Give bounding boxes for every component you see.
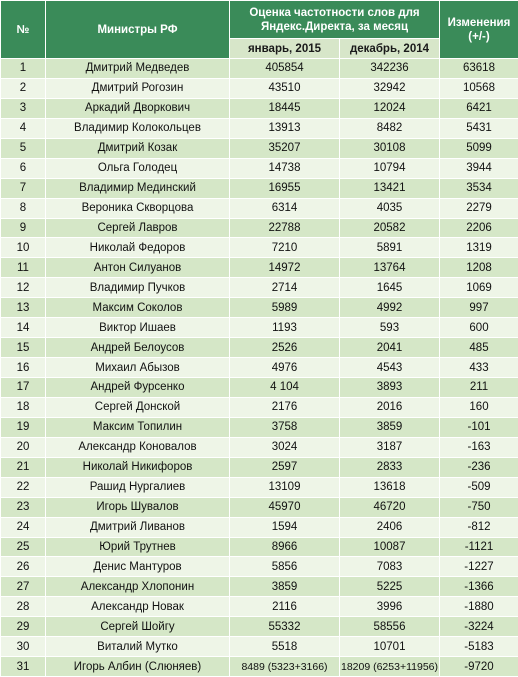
minister-name: Дмитрий Ливанов bbox=[46, 517, 230, 537]
value-dec-2014: 3187 bbox=[340, 437, 440, 457]
row-number: 28 bbox=[1, 597, 46, 617]
table-row bbox=[1, 577, 518, 597]
row-number: 3 bbox=[1, 98, 46, 118]
value-change: 6421 bbox=[440, 98, 518, 118]
value-dec-2014: 10701 bbox=[340, 637, 440, 657]
value-change: 485 bbox=[440, 338, 518, 358]
row-number: 12 bbox=[1, 278, 46, 298]
value-jan-2015: 14972 bbox=[230, 258, 340, 278]
value-change: 433 bbox=[440, 358, 518, 378]
value-change: -812 bbox=[440, 517, 518, 537]
value-change: 10568 bbox=[440, 78, 518, 98]
header-number: № bbox=[1, 1, 46, 59]
value-change: 63618 bbox=[440, 59, 518, 79]
row-number: 18 bbox=[1, 397, 46, 417]
value-dec-2014: 1645 bbox=[340, 278, 440, 298]
table-row bbox=[1, 298, 518, 318]
minister-name: Владимир Пучков bbox=[46, 278, 230, 298]
value-jan-2015: 2714 bbox=[230, 278, 340, 298]
value-dec-2014: 13421 bbox=[340, 178, 440, 198]
value-jan-2015: 8489 (5323+3166) bbox=[230, 657, 340, 677]
value-jan-2015: 13109 bbox=[230, 477, 340, 497]
value-change: -1121 bbox=[440, 537, 518, 557]
value-change: 3534 bbox=[440, 178, 518, 198]
minister-name: Сергей Шойгу bbox=[46, 617, 230, 637]
minister-name: Александр Новак bbox=[46, 597, 230, 617]
value-jan-2015: 5518 bbox=[230, 637, 340, 657]
value-jan-2015: 4 104 bbox=[230, 378, 340, 398]
minister-name: Игорь Шувалов bbox=[46, 497, 230, 517]
minister-name: Юрий Трутнев bbox=[46, 537, 230, 557]
value-dec-2014: 58556 bbox=[340, 617, 440, 637]
value-change: 5099 bbox=[440, 138, 518, 158]
value-dec-2014: 3893 bbox=[340, 378, 440, 398]
value-dec-2014: 4992 bbox=[340, 298, 440, 318]
table-row bbox=[1, 497, 518, 517]
minister-name: Дмитрий Козак bbox=[46, 138, 230, 158]
value-jan-2015: 45970 bbox=[230, 497, 340, 517]
table-row bbox=[1, 437, 518, 457]
table-header bbox=[1, 1, 518, 59]
table-row bbox=[1, 238, 518, 258]
row-number: 20 bbox=[1, 437, 46, 457]
minister-name: Максим Топилин bbox=[46, 417, 230, 437]
minister-name: Сергей Лавров bbox=[46, 218, 230, 238]
table-row bbox=[1, 537, 518, 557]
value-dec-2014: 3859 bbox=[340, 417, 440, 437]
value-jan-2015: 5856 bbox=[230, 557, 340, 577]
row-number: 26 bbox=[1, 557, 46, 577]
value-dec-2014: 13618 bbox=[340, 477, 440, 497]
minister-name: Александр Хлопонин bbox=[46, 577, 230, 597]
value-jan-2015: 2116 bbox=[230, 597, 340, 617]
row-number: 14 bbox=[1, 318, 46, 338]
value-change: -1227 bbox=[440, 557, 518, 577]
table-row bbox=[1, 637, 518, 657]
table-row bbox=[1, 138, 518, 158]
value-jan-2015: 13913 bbox=[230, 118, 340, 138]
table-row bbox=[1, 198, 518, 218]
value-dec-2014: 342236 bbox=[340, 59, 440, 79]
table-row bbox=[1, 397, 518, 417]
row-number: 25 bbox=[1, 537, 46, 557]
value-dec-2014: 12024 bbox=[340, 98, 440, 118]
value-change: 1319 bbox=[440, 238, 518, 258]
table-row bbox=[1, 417, 518, 437]
minister-name: Виктор Ишаев bbox=[46, 318, 230, 338]
value-jan-2015: 5989 bbox=[230, 298, 340, 318]
value-dec-2014: 4543 bbox=[340, 358, 440, 378]
value-dec-2014: 3996 bbox=[340, 597, 440, 617]
value-jan-2015: 405854 bbox=[230, 59, 340, 79]
value-jan-2015: 55332 bbox=[230, 617, 340, 637]
minister-name: Виталий Мутко bbox=[46, 637, 230, 657]
table-row bbox=[1, 258, 518, 278]
table-row bbox=[1, 178, 518, 198]
value-jan-2015: 4976 bbox=[230, 358, 340, 378]
row-number: 23 bbox=[1, 497, 46, 517]
value-dec-2014: 32942 bbox=[340, 78, 440, 98]
value-jan-2015: 8966 bbox=[230, 537, 340, 557]
row-number: 24 bbox=[1, 517, 46, 537]
row-number: 13 bbox=[1, 298, 46, 318]
value-jan-2015: 18445 bbox=[230, 98, 340, 118]
value-change: -236 bbox=[440, 457, 518, 477]
value-dec-2014: 593 bbox=[340, 318, 440, 338]
table-row bbox=[1, 218, 518, 238]
row-number: 21 bbox=[1, 457, 46, 477]
value-jan-2015: 35207 bbox=[230, 138, 340, 158]
value-change: 2206 bbox=[440, 218, 518, 238]
row-number: 8 bbox=[1, 198, 46, 218]
value-change: -509 bbox=[440, 477, 518, 497]
value-dec-2014: 2406 bbox=[340, 517, 440, 537]
row-number: 31 bbox=[1, 657, 46, 677]
value-jan-2015: 22788 bbox=[230, 218, 340, 238]
value-change: -101 bbox=[440, 417, 518, 437]
value-jan-2015: 1193 bbox=[230, 318, 340, 338]
value-change: -3224 bbox=[440, 617, 518, 637]
table-row bbox=[1, 358, 518, 378]
minister-name: Сергей Донской bbox=[46, 397, 230, 417]
row-number: 19 bbox=[1, 417, 46, 437]
value-change: -163 bbox=[440, 437, 518, 457]
table-row bbox=[1, 158, 518, 178]
row-number: 22 bbox=[1, 477, 46, 497]
value-change: 211 bbox=[440, 378, 518, 398]
table-row bbox=[1, 557, 518, 577]
value-jan-2015: 3859 bbox=[230, 577, 340, 597]
value-change: 160 bbox=[440, 397, 518, 417]
row-number: 10 bbox=[1, 238, 46, 258]
table-row bbox=[1, 457, 518, 477]
value-jan-2015: 14738 bbox=[230, 158, 340, 178]
header-ministers: Министры РФ bbox=[46, 1, 230, 59]
value-dec-2014: 13764 bbox=[340, 258, 440, 278]
row-number: 5 bbox=[1, 138, 46, 158]
minister-name: Николай Никифоров bbox=[46, 457, 230, 477]
table-row bbox=[1, 477, 518, 497]
table-row bbox=[1, 338, 518, 358]
table-row bbox=[1, 78, 518, 98]
table-row bbox=[1, 278, 518, 298]
row-number: 9 bbox=[1, 218, 46, 238]
minister-name: Михаил Абызов bbox=[46, 358, 230, 378]
table-row bbox=[1, 98, 518, 118]
value-dec-2014: 2041 bbox=[340, 338, 440, 358]
value-jan-2015: 1594 bbox=[230, 517, 340, 537]
value-change: 5431 bbox=[440, 118, 518, 138]
value-dec-2014: 5891 bbox=[340, 238, 440, 258]
value-dec-2014: 5225 bbox=[340, 577, 440, 597]
row-number: 16 bbox=[1, 358, 46, 378]
minister-name: Андрей Белоусов bbox=[46, 338, 230, 358]
minister-name: Ольга Голодец bbox=[46, 158, 230, 178]
row-number: 1 bbox=[1, 59, 46, 79]
row-number: 15 bbox=[1, 338, 46, 358]
table-row bbox=[1, 378, 518, 398]
table-row bbox=[1, 318, 518, 338]
minister-name: Вероника Скворцова bbox=[46, 198, 230, 218]
minister-name: Рашид Нургалиев bbox=[46, 477, 230, 497]
value-change: 1069 bbox=[440, 278, 518, 298]
minister-name: Дмитрий Медведев bbox=[46, 59, 230, 79]
value-change: 2279 bbox=[440, 198, 518, 218]
minister-name: Владимир Мединский bbox=[46, 178, 230, 198]
minister-name: Андрей Фурсенко bbox=[46, 378, 230, 398]
row-number: 30 bbox=[1, 637, 46, 657]
value-jan-2015: 43510 bbox=[230, 78, 340, 98]
header-change: Изменения (+/-) bbox=[440, 1, 518, 59]
value-change: 1208 bbox=[440, 258, 518, 278]
value-dec-2014: 46720 bbox=[340, 497, 440, 517]
row-number: 17 bbox=[1, 378, 46, 398]
value-jan-2015: 2176 bbox=[230, 397, 340, 417]
value-change: -750 bbox=[440, 497, 518, 517]
minister-name: Николай Федоров bbox=[46, 238, 230, 258]
value-change: -9720 bbox=[440, 657, 518, 677]
table-row bbox=[1, 657, 518, 677]
minister-name: Максим Соколов bbox=[46, 298, 230, 318]
table-row bbox=[1, 517, 518, 537]
value-dec-2014: 10087 bbox=[340, 537, 440, 557]
table-row bbox=[1, 617, 518, 637]
value-jan-2015: 2597 bbox=[230, 457, 340, 477]
value-jan-2015: 6314 bbox=[230, 198, 340, 218]
header-dec-2014: декабрь, 2014 bbox=[340, 39, 440, 59]
minister-name: Денис Мантуров bbox=[46, 557, 230, 577]
value-dec-2014: 2016 bbox=[340, 397, 440, 417]
value-change: -1366 bbox=[440, 577, 518, 597]
value-jan-2015: 3758 bbox=[230, 417, 340, 437]
table-row bbox=[1, 118, 518, 138]
row-number: 29 bbox=[1, 617, 46, 637]
value-jan-2015: 7210 bbox=[230, 238, 340, 258]
value-change: -5183 bbox=[440, 637, 518, 657]
value-change: 997 bbox=[440, 298, 518, 318]
table-body bbox=[1, 59, 518, 677]
minister-name: Владимир Колокольцев bbox=[46, 118, 230, 138]
minister-name: Александр Коновалов bbox=[46, 437, 230, 457]
value-dec-2014: 2833 bbox=[340, 457, 440, 477]
header-jan-2015: январь, 2015 bbox=[230, 39, 340, 59]
minister-name: Игорь Албин (Слюняев) bbox=[46, 657, 230, 677]
value-jan-2015: 2526 bbox=[230, 338, 340, 358]
minister-name: Антон Силуанов bbox=[46, 258, 230, 278]
value-dec-2014: 8482 bbox=[340, 118, 440, 138]
table-row bbox=[1, 597, 518, 617]
minister-name: Дмитрий Рогозин bbox=[46, 78, 230, 98]
row-number: 6 bbox=[1, 158, 46, 178]
row-number: 27 bbox=[1, 577, 46, 597]
value-change: 600 bbox=[440, 318, 518, 338]
value-dec-2014: 18209 (6253+11956) bbox=[340, 657, 440, 677]
row-number: 4 bbox=[1, 118, 46, 138]
header-estimate: Оценка частотности слов для Яндекс.Директа, за месяц bbox=[230, 1, 440, 39]
value-jan-2015: 16955 bbox=[230, 178, 340, 198]
minister-name: Аркадий Дворкович bbox=[46, 98, 230, 118]
row-number: 2 bbox=[1, 78, 46, 98]
value-jan-2015: 3024 bbox=[230, 437, 340, 457]
value-dec-2014: 4035 bbox=[340, 198, 440, 218]
value-dec-2014: 20582 bbox=[340, 218, 440, 238]
row-number: 11 bbox=[1, 258, 46, 278]
value-dec-2014: 30108 bbox=[340, 138, 440, 158]
value-dec-2014: 10794 bbox=[340, 158, 440, 178]
value-change: -1880 bbox=[440, 597, 518, 617]
row-number: 7 bbox=[1, 178, 46, 198]
value-change: 3944 bbox=[440, 158, 518, 178]
value-dec-2014: 7083 bbox=[340, 557, 440, 577]
table-row bbox=[1, 59, 518, 79]
